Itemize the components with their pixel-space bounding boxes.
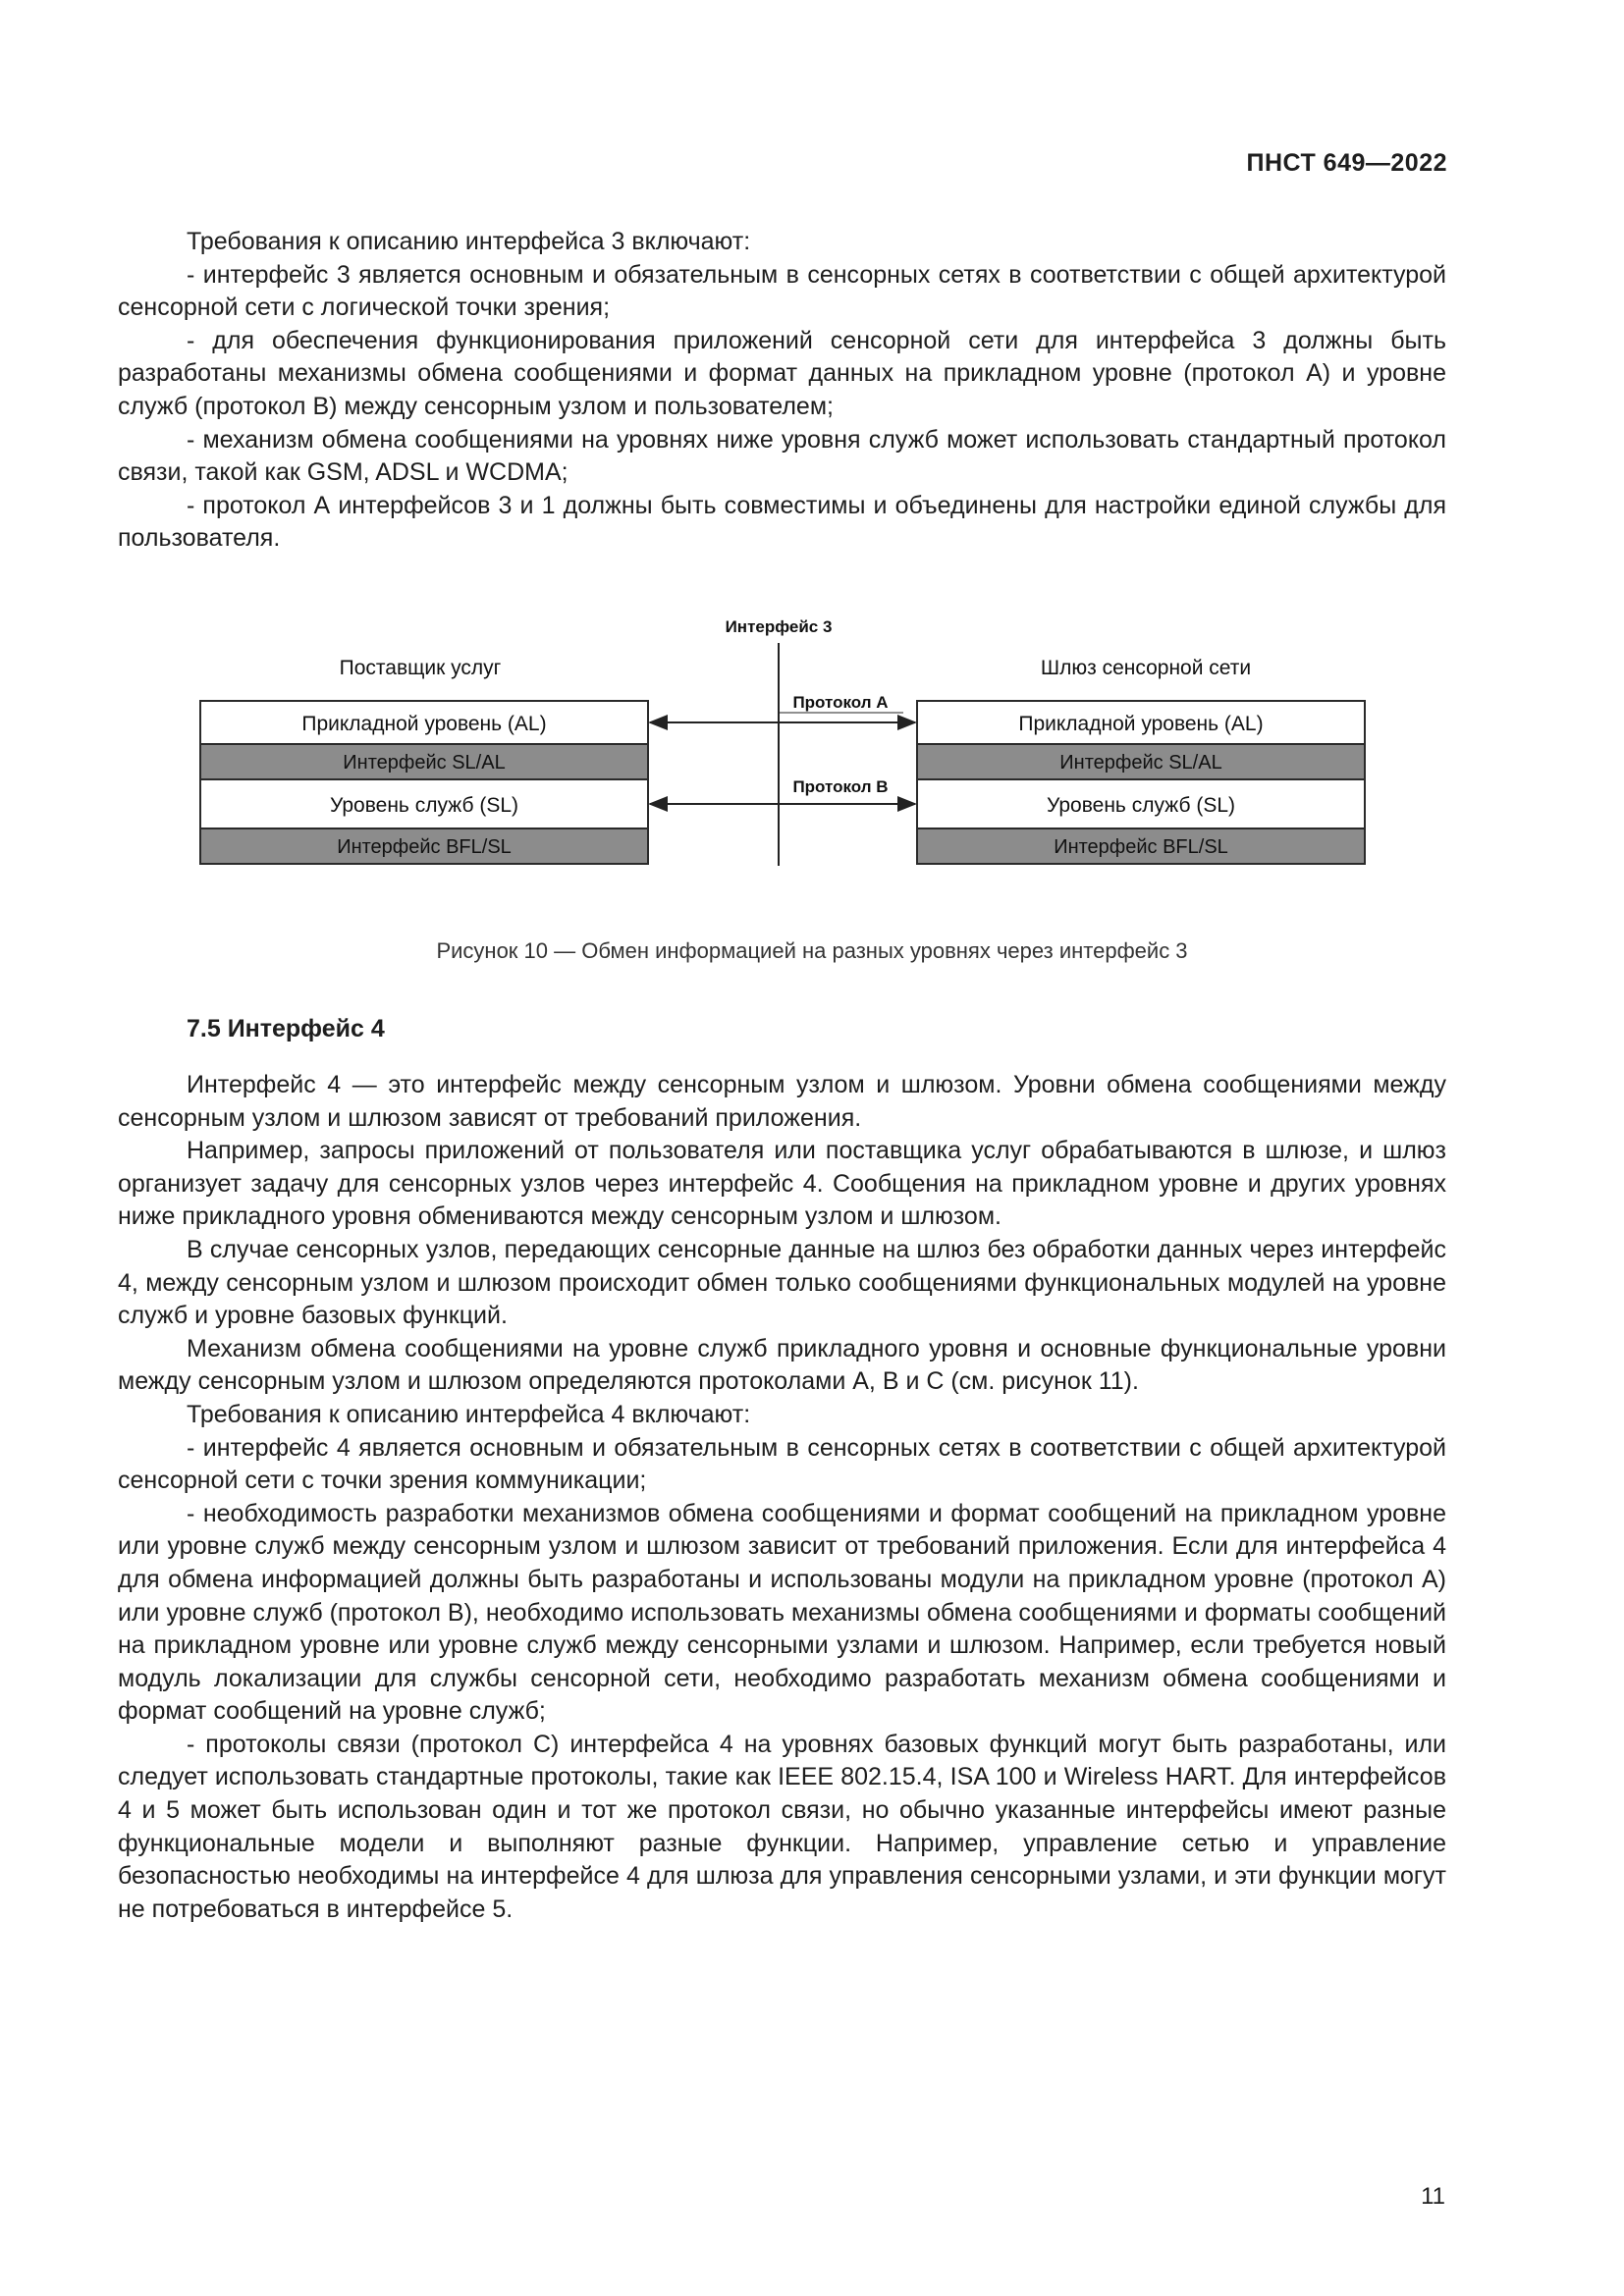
document-id: ПНСТ 649—2022 bbox=[1246, 149, 1447, 177]
service-provider-title: Поставщик услуг bbox=[339, 657, 502, 679]
right-layer-bfl-sl-label: Интерфейс BFL/SL bbox=[1054, 836, 1228, 858]
protocol-b-label: Протокол В bbox=[792, 777, 889, 796]
right-layer-sl-al-label: Интерфейс SL/AL bbox=[1059, 752, 1222, 774]
figure-10-diagram bbox=[196, 609, 1375, 888]
paragraph: - интерфейс 3 является основным и обязательным в сенсорных сетях в соответствии с общей архитектурой сенсорной сети с логической точки зрения; bbox=[118, 260, 1446, 322]
left-layer-bfl-sl-label: Интерфейс BFL/SL bbox=[337, 836, 512, 858]
paragraph: - для обеспечения функционирования приложений сенсорной сети для интерфейса 3 должны быть разработаны механизмы обмена сообщениями и формат данных на прикладном уровне (протокол А) и уровне служб (протокол В) между сенсорным узлом и пользователем; bbox=[118, 326, 1446, 420]
protocol-a-label: Протокол А bbox=[792, 693, 889, 712]
left-layer-sl-al-label: Интерфейс SL/AL bbox=[343, 752, 506, 774]
paragraph: - необходимость разработки механизмов обмена сообщениями и формат сообщений на прикладном уровне или уровне служб между сенсорным узлом и шлюзом зависит от требований приложения. Если для интерфейса 4 для обмена информацией должны быть разработаны и использованы модули на прикладном уровне (протокол А) или уровне служб (протокол В), необходимо использовать механизмы обмена сообщениями и форматы сообщений на прикладном уровне или уровне служб между сенсорными узлами и шлюзом. Например, если требуется новый модуль локализации для службы сенсорной сети, необходимо разработать механизм обмена сообщениями и формат сообщений на уровне служб; bbox=[118, 1499, 1446, 1726]
paragraph: Например, запросы приложений от пользователя или поставщика услуг обрабатываются в шлюзе, и шлюз организует задачу для сенсорных узлов через интерфейс 4. Сообщения на прикладном уровне и других уровнях ниже прикладного уровня обмениваются между сенсорным узлом и шлюзом. bbox=[118, 1137, 1446, 1231]
left-layer-stack bbox=[200, 701, 648, 864]
paragraph: - интерфейс 4 является основным и обязательным в сенсорных сетях в соответствии с общей архитектурой сенсорной сети с точки зрения коммуникации; bbox=[118, 1433, 1446, 1495]
paragraph: В случае сенсорных узлов, передающих сенсорные данные на шлюз без обработки данных через интерфейс 4, между сенсорным узлом и шлюзом происходит обмен только сообщениями функциональных модулей на уровне служб и уровне базовых функций. bbox=[118, 1235, 1446, 1330]
interface4-section-body bbox=[118, 1069, 1446, 1926]
page-number: 11 bbox=[1421, 2183, 1445, 2210]
interface-3-label: Интерфейс 3 bbox=[725, 617, 833, 636]
paragraph: Механизм обмена сообщениями на уровне служб прикладного уровня и основные функциональные уровни между сенсорным узлом и шлюзом определяются протоколами А, В и С (см. рисунок 11). bbox=[118, 1334, 1446, 1396]
paragraph: - механизм обмена сообщениями на уровнях ниже уровня служб может использовать стандартный протокол связи, такой как GSM, ADSL и WCDMA; bbox=[118, 425, 1446, 487]
left-layer-sl-label: Уровень служб (SL) bbox=[329, 794, 519, 817]
right-layer-al-label: Прикладной уровень (AL) bbox=[1018, 713, 1264, 735]
gateway-title: Шлюз сенсорной сети bbox=[1040, 657, 1252, 679]
left-layer-al-label: Прикладной уровень (AL) bbox=[301, 713, 547, 735]
paragraph: Требования к описанию интерфейса 3 включают: bbox=[187, 228, 751, 255]
section-heading: 7.5 Интерфейс 4 bbox=[187, 1015, 385, 1042]
paragraph: Требования к описанию интерфейса 4 включают: bbox=[187, 1400, 751, 1428]
paragraph: - протоколы связи (протокол С) интерфейса 4 на уровнях базовых функций могут быть разработаны, или следует использовать стандартные протоколы, такие как IEEE 802.15.4, ISA 100 и Wireless HART. Для интерфейсов 4 и 5 может быть использован один и тот же протокол связи, но обычно указанные интерфейсы имеют разные функциональные модели и выполняют разные функции. Например, управление сетью и управление безопасностью необходимы на интерфейсе 4 для шлюза для управления сенсорными узлами, и эти функции могут не потребоваться в интерфейсе 5. bbox=[118, 1730, 1446, 1923]
right-layer-sl-label: Уровень служб (SL) bbox=[1046, 794, 1236, 817]
interface3-requirements bbox=[118, 226, 1446, 556]
figure-caption: Рисунок 10 — Обмен информацией на разных уровнях через интерфейс 3 bbox=[436, 938, 1188, 963]
paragraph: Интерфейс 4 — это интерфейс между сенсорным узлом и шлюзом. Уровни обмена сообщениями между сенсорным узлом и шлюзом зависят от требований приложения. bbox=[118, 1071, 1446, 1132]
paragraph: - протокол А интерфейсов 3 и 1 должны быть совместимы и объединены для настройки единой службы для пользователя. bbox=[118, 491, 1446, 553]
right-layer-stack bbox=[917, 701, 1365, 864]
